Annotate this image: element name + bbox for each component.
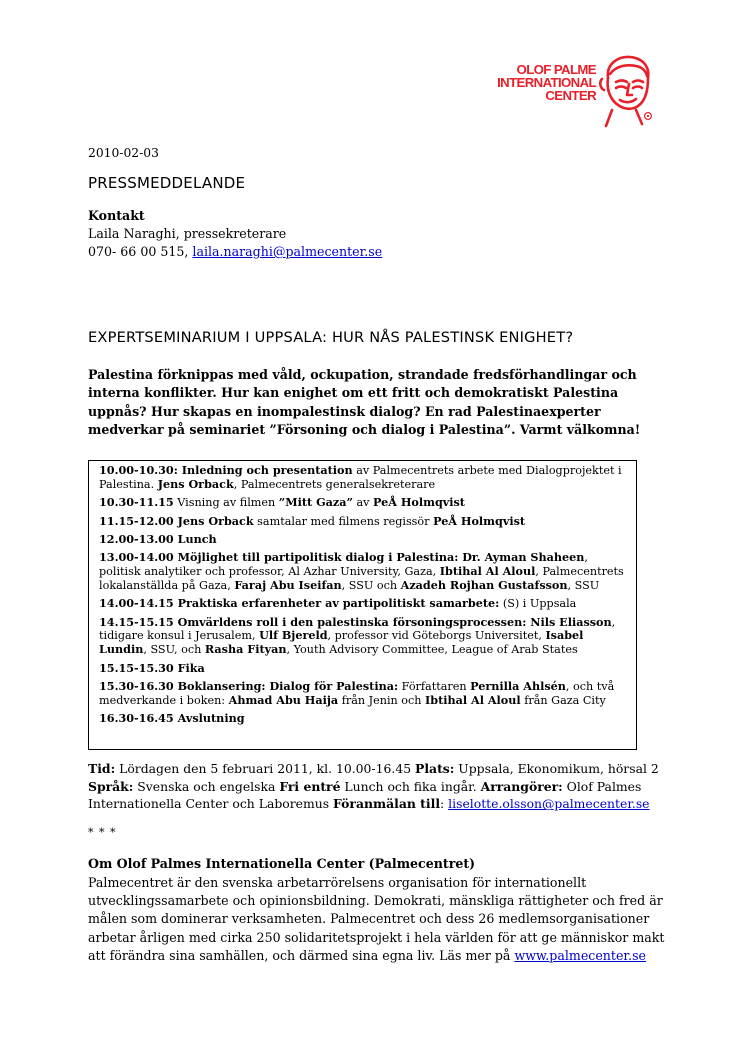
language-value: Svenska och engelska (133, 778, 280, 794)
release-date: 2010-02-03 (88, 146, 159, 160)
program-bold-text: Ahmad Abu Haija (228, 692, 339, 707)
about-paragraph (88, 874, 668, 965)
organizers-value: Olof Palmes Internationella Center och Laboremus (88, 778, 642, 812)
olof-palme-portrait-icon (596, 52, 658, 130)
event-info (88, 760, 668, 813)
program-bold-text: 13.00-14.00 Möjlighet till partipolitisk dialog i Palestina: Dr. Ayman Shaheen (99, 550, 585, 565)
program-bold-text: 15.30-16.30 Boklansering: Dialog för Palestina: (99, 678, 399, 693)
program-text: samtalar med filmens regissör (253, 514, 434, 528)
program-bold-text: 14.15-15.15 Omvärldens roll i den palestinska försoningsprocessen: Nils Eliasson (99, 614, 612, 629)
program-item (99, 551, 626, 593)
venue-value: Uppsala, Ekonomikum, hörsal 2 (454, 761, 659, 776)
contact-heading: Kontakt (88, 208, 145, 223)
program-text: , och två medverkande i boken: (99, 679, 615, 707)
about-text: Palmecentret är den svenska arbetarrörelsens organisation för internationellt utvecklingssamarbete och opinionsbildning. Demokrati, mänskliga rättigheter och fred är målen som dominerar verksamheten. Palmecentret och dess 26 medlemsorganisationer arbetar årligen med cirka 250 solidaritetsprojekt i hela världen för att ge människor makt att förändra sina samhällen, och därmed sina egna liv. Läs mer på (88, 875, 665, 963)
program-bold-text: 11.15-12.00 Jens Orback (99, 513, 254, 528)
program-item (99, 680, 626, 708)
contact-phone-line (88, 243, 382, 261)
program-item (99, 712, 626, 726)
contact-person: Laila Naraghi, pressekreterare (88, 226, 287, 241)
program-item (99, 496, 626, 510)
program-bold-text: ”Mitt Gaza” (278, 495, 353, 510)
program-bold-text: Ulf Bjereld (259, 628, 328, 643)
program-text: av Palmecentrets arbete med Dialogprojektet i Palestina. (99, 464, 622, 491)
program-text: från Gaza City (520, 693, 606, 707)
program-item (99, 662, 626, 676)
program-bold-text: Azadeh Rojhan Gustafsson (400, 577, 568, 592)
program-bold-text: PeÅ Holmqvist (373, 495, 465, 510)
program-item (99, 616, 626, 658)
program-text: , professor vid Göteborgs Universitet, (327, 629, 546, 643)
program-item (99, 515, 626, 529)
website-link[interactable]: www.palmecenter.se (514, 947, 646, 963)
venue-label: Plats: (415, 761, 455, 776)
program-text: från Jenin och (338, 693, 426, 707)
program-text: , SSU (567, 578, 600, 592)
registration-email-link[interactable]: liselotte.olsson@palmecenter.se (448, 796, 650, 812)
program-bold-text: PeÅ Holmqvist (433, 513, 526, 528)
program-bold-text: Isabel Lundin (99, 628, 584, 657)
logo-line-1: OLOF PALME (516, 62, 596, 77)
program-text: , SSU och (341, 578, 401, 592)
program-bold-text: 15.15-15.30 Fika (99, 660, 205, 675)
program-bold-text: 14.00-14.15 Praktiska erfarenheter av partipolitiskt samarbete: (99, 596, 500, 611)
program-text: , politisk analytiker och professor, Al Azhar University, Gaza, (99, 551, 588, 578)
program-bold-text: Rasha Fityan (204, 642, 287, 657)
free-entry-value: Lunch och fika ingår. (340, 778, 481, 794)
section-separator: * * * (88, 826, 117, 839)
program-item (99, 597, 626, 611)
program-text: Författaren (398, 679, 471, 693)
headline: EXPERTSEMINARIUM I UPPSALA: HUR NÅS PALESTINSK ENIGHET? (88, 329, 574, 346)
program-text: , Youth Advisory Committee, League of Arab States (286, 643, 578, 657)
contact-email-link[interactable]: laila.naraghi@palmecenter.se (192, 244, 383, 259)
logo-line-3: CENTER (545, 88, 596, 103)
program-bold-text: 10.00-10.30: Inledning och presentation (99, 463, 353, 477)
program-item (99, 533, 626, 547)
program-text: , tidigare konsul i Jerusalem, (99, 615, 616, 643)
program-bold-text: Ibtihal Al Aloul (425, 692, 521, 707)
document-type-heading: PRESSMEDDELANDE (88, 174, 246, 192)
palme-center-logo (458, 52, 658, 130)
program-bold-text: Pernilla Ahlsén (470, 678, 566, 693)
program-box (88, 460, 637, 750)
contact-block (88, 207, 382, 261)
program-item (99, 464, 626, 492)
free-entry-label: Fri entré (279, 778, 341, 794)
time-value: Lördagen den 5 februari 2011, kl. 10.00-16.45 (115, 761, 416, 776)
organizers-label: Arrangörer: (480, 778, 563, 794)
program-text: av (352, 496, 374, 510)
program-text: , Palmecentrets generalsekreterare (233, 477, 436, 491)
registration-label: Föranmälan till (333, 796, 441, 812)
logo-line-2: INTERNATIONAL (497, 75, 596, 90)
program-text: Visning av filmen (173, 496, 279, 510)
program-text: (S) i Uppsala (499, 597, 577, 611)
time-label: Tid: (88, 761, 116, 776)
lead-paragraph: Palestina förknippas med våld, ockupation, strandade fredsförhandlingar och interna konflikter. Hur kan enighet om ett fritt och demokratiskt Palestina uppnås? Hur skapas en inompalestinsk dialog? En rad Palestinaexperter medverkar på seminariet ”Försoning och dialog i Palestina”. Varmt välkomna! (88, 367, 641, 437)
program-bold-text: 10.30-11.15 (99, 495, 174, 510)
contact-phone: 070- 66 00 515, (88, 244, 189, 259)
program-bold-text: Faraj Abu Iseifan (234, 577, 342, 592)
program-text: , SSU, och (143, 643, 205, 657)
program-bold-text: Jens Orback (157, 476, 234, 491)
about-heading: Om Olof Palmes Internationella Center (Palmecentret) (88, 856, 476, 871)
program-bold-text: Ibtihal Al Aloul (439, 564, 536, 578)
registration-colon: : (440, 796, 449, 812)
program-bold-text: 12.00-13.00 Lunch (99, 531, 217, 546)
logo-wordmark (497, 63, 596, 102)
program-text: , Palmecentrets lokalanställda på Gaza, (99, 565, 624, 592)
language-label: Språk: (88, 778, 134, 794)
program-bold-text: 16.30-16.45 Avslutning (99, 711, 245, 726)
